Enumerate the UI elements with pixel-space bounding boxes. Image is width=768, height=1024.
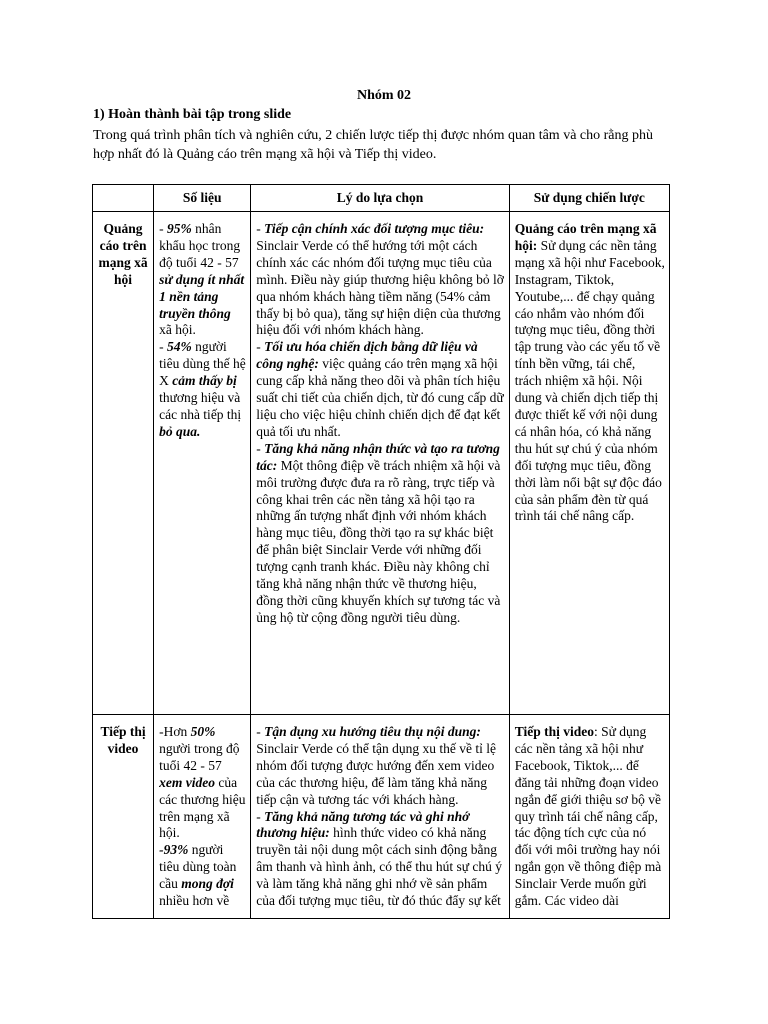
text-segment: Quảng cáo trên mạng xã hội: xyxy=(514,221,657,253)
header-empty xyxy=(93,185,154,212)
text-segment: - xyxy=(256,339,265,355)
text-segment: 54% xyxy=(166,339,192,355)
text-segment: -93% xyxy=(159,842,189,858)
text-segment: Tiếp cận chính xác đối tượng mục tiêu: xyxy=(264,221,485,236)
text-segment: Sử dụng các nền tảng mạng xã hội như Facebook, Instagram, Tiktok, Youtube,... để chạy quảng cáo nhắm vào nhóm đối tượng mục tiêu, đồng thời tập trung vào các yếu tố về tính bền vững, tái chế, trách nhiệm xã hội. Nội dung và chiến dịch tiếp thị được thiết kế với nội dung cá nhân hóa, có khả năng thu hút sự chú ý của nhóm đối tượng mục tiêu, đồng thời làm nổi bật sự độc đáo của sản phẩm đèn từ quá trình tái chế nâng cấp. xyxy=(514,237,665,524)
text-segment: người tiêu dùng toàn cầu xyxy=(159,842,237,892)
text-segment: - xyxy=(256,440,265,456)
text-segment: - xyxy=(159,221,167,236)
reason-cell xyxy=(251,212,509,715)
data-cell xyxy=(154,212,251,715)
document-title: Nhóm 02 xyxy=(356,88,412,103)
text-segment: Tận dụng xu hướng tiêu thụ nội dung: xyxy=(264,724,481,739)
text-segment: : Sử dụng các nền tảng xã hội như Facebook, Tiktok,... để đăng tải những đoạn video ngắn để giới thiệu sơ bộ về quy trình tái chế nâng cấp, tác động tích cực của nó đối với môi trường hay nói ngắn gọn về thông điệp mà Sinclair Verde muốn gửi gắm. Các video dài xyxy=(514,724,662,909)
text-segment: thương hiệu và các nhà tiếp thị xyxy=(159,390,242,422)
row-label: Quảng cáo trên mạng xã hội xyxy=(93,212,154,715)
text-segment: mong đợi xyxy=(181,876,234,892)
text-segment: Tối ưu hóa chiến dịch bằng dữ liệu và công nghệ: xyxy=(256,339,478,372)
text-segment: cảm thấy bị xyxy=(172,373,237,389)
header-strategy: Sử dụng chiến lược xyxy=(509,185,669,212)
text-segment: Tăng khả năng nhận thức và tạo ra tương tác: xyxy=(256,440,500,473)
data-cell xyxy=(154,715,251,919)
table-row xyxy=(93,212,670,715)
text-segment: -Hơn xyxy=(159,724,191,739)
text-segment: Sinclair Verde có thể hướng tới một cách chính xác các nhóm đối tượng mục tiêu của mình. Điều này giúp thương hiệu không bỏ lỡ qua nhóm khách hàng tiềm năng (54% cảm thấy bị bỏ qua), tăng sự hiện diện của thương hiệu đối với nhóm khách hàng. xyxy=(256,237,504,338)
text-segment: - xyxy=(256,808,265,824)
table-header-row xyxy=(93,185,670,212)
text-segment: người trong độ tuổi 42 - 57 xyxy=(159,740,240,773)
reason-cell xyxy=(251,715,509,919)
text-segment: - xyxy=(256,724,265,739)
text-segment: nhân khẩu học trong độ tuổi 42 - 57 xyxy=(159,221,241,270)
text-segment: bỏ qua. xyxy=(159,423,201,439)
text-segment: Tiếp thị video xyxy=(514,724,594,739)
text-segment: Một thông điệp về trách nhiệm xã hội và môi trường được đưa ra rõ ràng, trực tiếp và công khai trên các nền tảng xã hội tạo ra những ấn tượng nhất định với nhóm khách hàng mục tiêu, đồng thời tạo ra sự khác biệt để phân biệt Sinclair Verde với những đối tượng cạnh tranh khác. Điều này không chỉ tăng khả năng nhận thức về thương hiệu, đồng thời cũng khuyến khích sự tương tác và ủng hộ từ cộng đồng người tiêu dùng. xyxy=(256,457,501,625)
text-segment: nhiều hơn về xyxy=(159,893,230,909)
strategy-table xyxy=(92,184,670,919)
text-segment: Sinclair Verde có thể tận dụng xu thế về tỉ lệ nhóm đối tượng được hướng đến xem video của các thương hiệu, để làm tăng khả năng tiếp cận và tương tác với khách hàng. xyxy=(256,740,496,807)
text-segment: Tăng khả năng tương tác và ghi nhớ thương hiệu: xyxy=(256,808,470,841)
text-segment: 50% xyxy=(190,724,216,739)
intro-paragraph: Trong quá trình phân tích và nghiên cứu, 2 chiến lược tiếp thị được nhóm quan tâm và cho rằng phù hợp nhất đó là Quảng cáo trên mạng xã hội và Tiếp thị video. xyxy=(93,128,653,162)
text-segment: - xyxy=(159,339,167,355)
text-segment: 95% xyxy=(166,221,192,236)
text-segment: người tiêu dùng thế hệ X xyxy=(159,339,246,389)
header-data: Số liệu xyxy=(154,185,251,212)
text-segment: sử dụng ít nhất 1 nền tảng truyền thông xyxy=(159,271,245,321)
strategy-cell xyxy=(509,715,669,919)
section-heading: 1) Hoàn thành bài tập trong slide xyxy=(93,107,292,122)
strategy-cell xyxy=(509,212,669,715)
text-segment: xem video xyxy=(159,774,215,790)
text-segment: hình thức video có khả năng truyền tải nội dung một cách sinh động bằng âm thanh và hình ảnh, có thể thu hút sự chú ý và làm tăng khả năng ghi nhớ về sản phẩm của đối tượng mục tiêu, từ đó thúc đẩy sự kết xyxy=(256,825,503,909)
text-segment: của các thương hiệu trên mạng xã hội. xyxy=(159,774,246,841)
text-segment: xã hội. xyxy=(159,322,196,338)
table-row xyxy=(93,715,670,919)
row-label: Tiếp thị video xyxy=(93,715,154,919)
text-segment: việc quảng cáo trên mạng xã hội cung cấp khả năng theo dõi và phân tích hiệu suất chi tiết của chiến dịch, từ đó cung cấp dữ liệu cho việc hiệu chỉnh chiến dịch để đạt kết quả tối ưu nhất. xyxy=(256,356,504,439)
header-reason: Lý do lựa chọn xyxy=(251,185,509,212)
text-segment: - xyxy=(256,221,265,236)
